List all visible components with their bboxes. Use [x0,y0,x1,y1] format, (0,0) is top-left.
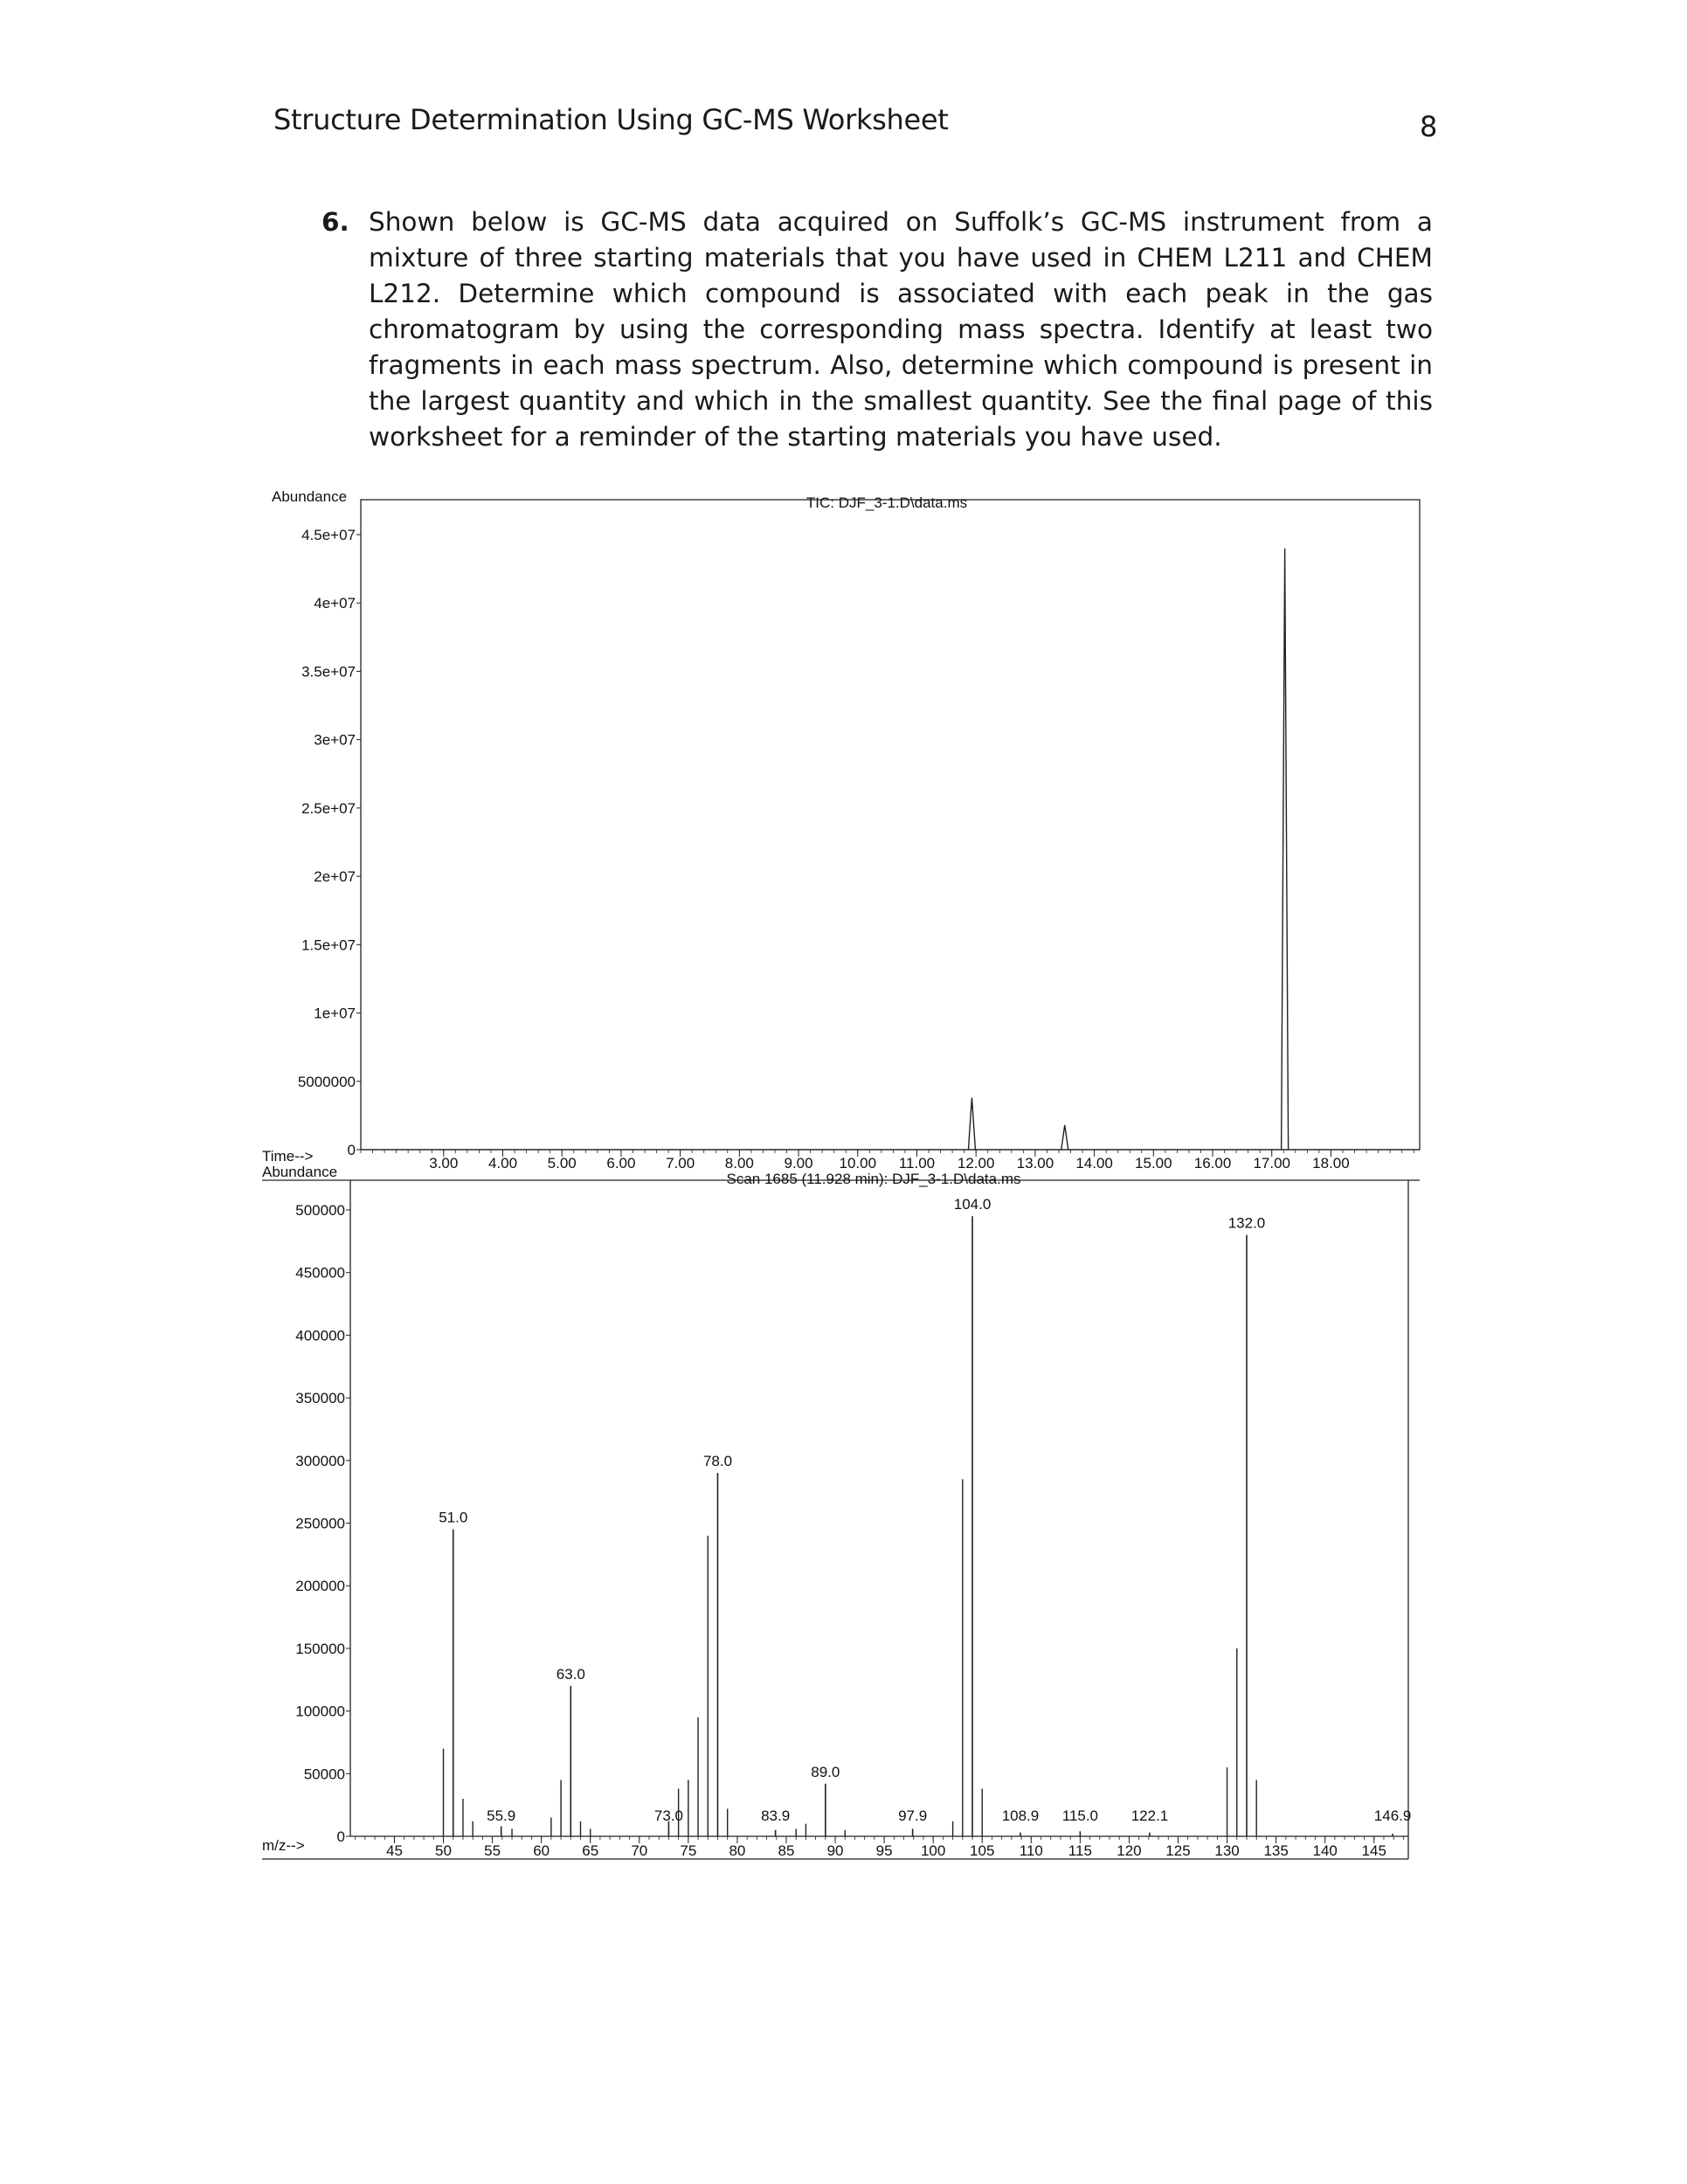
ms-x-tick-label: 115 [1068,1842,1092,1859]
ms-y-tick-label: 350000 [295,1390,345,1407]
tic-x-tick-label: 18.00 [1312,1155,1350,1171]
tic-x-tick-label: 3.00 [429,1155,459,1171]
tic-y-tick-label: 2e+07 [314,868,356,886]
tic-x-tick-label: 17.00 [1253,1155,1290,1171]
ms-peak-label: 132.0 [1227,1214,1266,1232]
tic-x-axis-label: Time--> [262,1148,314,1165]
ms-peak-label: 115.0 [1061,1807,1099,1824]
ms-x-tick-label: 55 [484,1842,501,1859]
tic-x-tick-label: 5.00 [547,1155,577,1171]
ms-peak-label: 83.9 [761,1807,791,1824]
ms-x-tick-label: 45 [385,1842,403,1859]
ms-x-tick-label: 60 [533,1842,550,1859]
tic-title: TIC: DJF_3-1.D\data.ms [805,494,968,511]
ms-title: Scan 1685 (11.928 min): DJF_3-1.D\data.ms [726,1171,1021,1187]
tic-peak [1282,549,1289,1150]
ms-peak-label: 97.9 [898,1807,928,1824]
header-title: Structure Determination Using GC-MS Worksheet [273,103,949,136]
tic-x-tick-label: 11.00 [898,1155,936,1171]
ms-y-tick-label: 300000 [295,1452,345,1469]
ms-x-tick-label: 110 [1019,1842,1043,1859]
tic-y-tick-label: 1.5e+07 [301,936,356,954]
ms-x-tick-label: 105 [970,1842,995,1859]
tic-y-tick-label: 3.5e+07 [301,663,356,681]
tic-x-tick-label: 12.00 [957,1155,995,1171]
ms-x-tick-label: 100 [920,1842,946,1859]
tic-x-tick-label: 4.00 [487,1155,518,1171]
ms-peak-label: 122.1 [1130,1807,1169,1824]
ms-y-tick-label: 250000 [295,1515,345,1532]
ms-peak-label: 108.9 [1001,1807,1040,1824]
ms-y-tick-label: 150000 [295,1640,345,1657]
tic-x-tick-label: 7.00 [666,1155,695,1171]
ms-peak-label: 104.0 [953,1196,992,1213]
tic-x-tick-label: 10.00 [839,1155,877,1171]
tic-x-tick-label: 15.00 [1135,1155,1172,1171]
ms-y-tick-label: 50000 [303,1766,345,1783]
ms-x-tick-label: 135 [1263,1842,1289,1859]
ms-x-tick-label: 120 [1117,1842,1142,1859]
ms-peak-label: 63.0 [556,1665,585,1683]
tic-x-tick-label: 16.00 [1193,1155,1232,1171]
ms-peak-label: 78.0 [702,1453,733,1470]
ms-x-tick-label: 130 [1214,1842,1240,1859]
tic-chromatogram [262,488,1420,1180]
ms-y-tick-label: 100000 [295,1703,345,1720]
tic-y-tick-label: 4e+07 [314,595,356,612]
ms-x-tick-label: 75 [680,1842,697,1859]
ms-y-tick-label: 450000 [295,1264,345,1282]
ms-x-tick-label: 70 [631,1842,648,1859]
tic-peak [1061,1125,1068,1150]
ms-y-tick-label: 0 [336,1828,345,1845]
tic-y-tick-label: 2.5e+07 [301,799,356,817]
ms-peak-label: 89.0 [811,1763,840,1780]
mass-spectrum [262,1164,1411,1859]
tic-x-tick-label: 9.00 [784,1155,813,1171]
tic-y-tick-label: 4.5e+07 [301,527,356,543]
tic-x-tick-label: 8.00 [724,1155,754,1171]
ms-y-tick-label: 200000 [295,1578,345,1595]
ms-peak-label: 146.9 [1373,1807,1412,1824]
ms-x-tick-label: 140 [1312,1842,1338,1859]
tic-x-tick-label: 14.00 [1075,1155,1113,1171]
ms-x-tick-label: 145 [1361,1842,1386,1859]
tic-y-tick-label: 0 [347,1142,356,1158]
tic-y-tick-label: 3e+07 [314,731,356,749]
tic-y-tick-label: 1e+07 [314,1005,356,1022]
ms-x-tick-label: 125 [1165,1842,1191,1859]
ms-x-tick-label: 90 [826,1842,844,1859]
tic-x-tick-label: 6.00 [606,1155,636,1171]
question-number: 6. [321,207,349,237]
ms-x-axis-label: m/z--> [262,1837,305,1854]
tic-plot-frame [361,500,1420,1150]
ms-y-axis-label: Abundance [262,1164,338,1180]
ms-x-tick-label: 95 [875,1842,893,1859]
ms-x-tick-label: 80 [729,1842,746,1859]
tic-peak [968,1098,975,1150]
ms-x-tick-label: 85 [778,1842,795,1859]
ms-x-tick-label: 50 [435,1842,452,1859]
ms-peak-label: 55.9 [487,1807,516,1824]
ms-peak-label: 73.0 [653,1807,683,1824]
ms-y-tick-label: 500000 [295,1202,345,1219]
page-number: 8 [1420,110,1438,143]
question-text: Shown below is GC-MS data acquired on Suffolk’s GC-MS instrument from a mixture of three starting materials that you have used in CHEM L211 and CHEM L212. Determine which compound is associated with each peak in the gas chromatogram by using the corresponding mass spectra. Identify at least two fragments in each mass spectrum. Also, determine which compound is present in the largest quantity and which in the smallest quantity. See the final page of this worksheet for a reminder of the starting materials you have used. [369,207,1433,452]
tic-y-tick-label: 5000000 [297,1073,356,1090]
ms-peak-label: 51.0 [439,1509,468,1526]
ms-x-tick-label: 65 [582,1842,599,1859]
tic-x-tick-label: 13.00 [1016,1155,1054,1171]
ms-y-tick-label: 400000 [295,1327,345,1344]
tic-y-axis-label: Abundance [272,488,348,505]
